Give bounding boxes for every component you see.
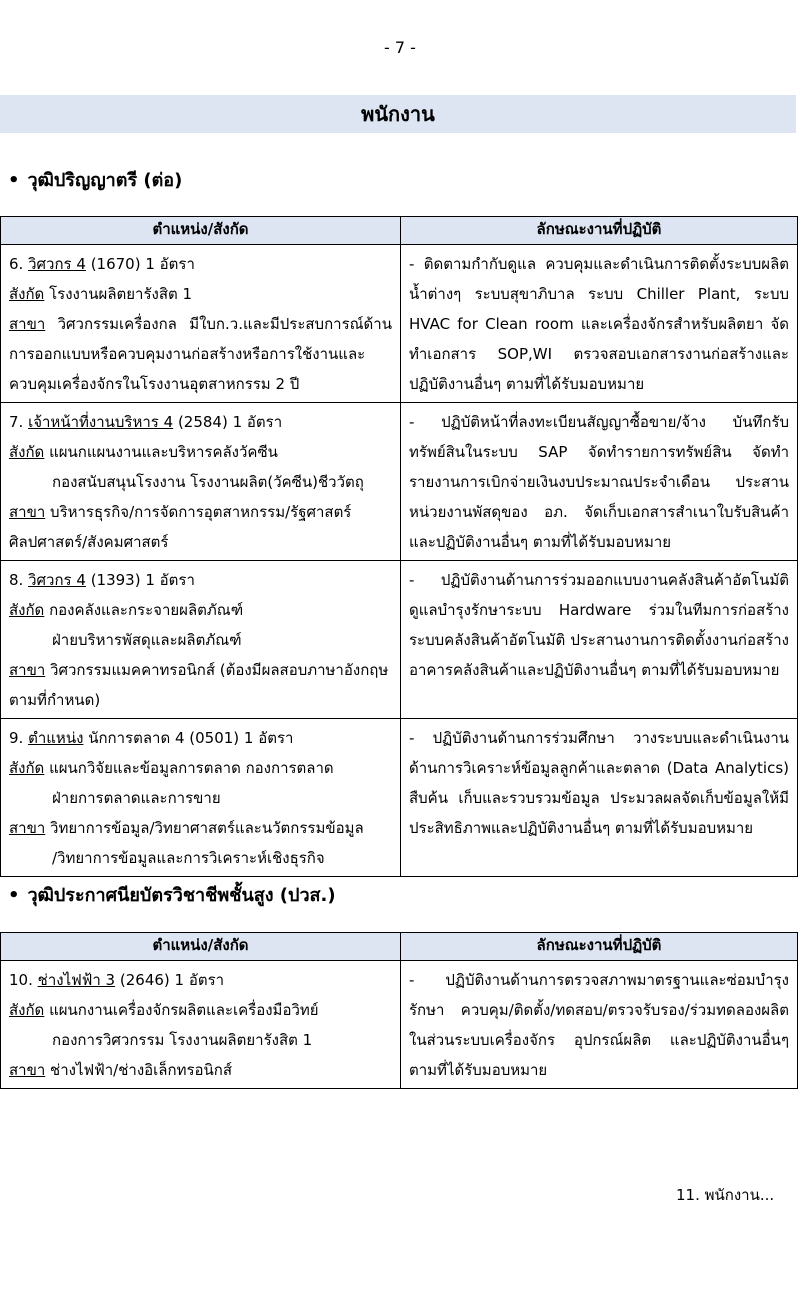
header-position: ตำแหน่ง/สังกัด	[1, 933, 401, 961]
field-line	[9, 1055, 392, 1085]
table-header-row	[1, 217, 798, 245]
position-cell	[1, 245, 401, 403]
table-row	[1, 961, 798, 1089]
field-text: ช่างไฟฟ้า/ช่างอิเล็กทรอนิกส์	[50, 1061, 233, 1079]
affiliation-text-2: ฝ่ายการตลาดและการขาย	[52, 789, 221, 807]
position-code: (2584) 1 อัตรา	[177, 413, 283, 431]
field-label: สาขา	[9, 315, 46, 333]
affiliation-text: แผนกแผนงานและบริหารคลังวัคซีน	[49, 443, 278, 461]
affiliation-text: แผนกงานเครื่องจักรผลิตและเครื่องมือวิทย์	[49, 1001, 319, 1019]
affiliation-text: โรงงานผลิตยารังสิต 1	[49, 285, 193, 303]
table-row	[1, 719, 798, 877]
field-label: สาขา	[9, 503, 46, 521]
page-number: - 7 -	[384, 38, 416, 57]
affiliation-text: แผนกวิจัยและข้อมูลการตลาด กองการตลาด	[49, 759, 334, 777]
header-position: ตำแหน่ง/สังกัด	[1, 217, 401, 245]
affiliation-line	[9, 595, 392, 625]
affiliation-label: สังกัด	[9, 1001, 45, 1019]
field-text: บริหารธุรกิจ/การจัดการอุตสาหกรรม/รัฐศาสตร์ ศิลปศาสตร์/สังคมศาสตร์	[9, 503, 352, 551]
bullet-icon: •	[8, 170, 20, 191]
duties-cell: - ปฏิบัติงานด้านการร่วมออกแบบงานคลังสินค้าอัตโนมัติ ดูแลบำรุงรักษาระบบ Hardware ร่วมในทีมการก่อสร้างระบบคลังสินค้าอัตโนมัติ ประสานงานการติดตั้งงานก่อสร้างอาคารคลังสินค้าและปฏิบัติงานอื่นๆ ตามที่ได้รับมอบหมาย	[401, 561, 798, 719]
row-number: 10.	[9, 971, 33, 989]
position-cell	[1, 719, 401, 877]
position-title: เจ้าหน้าที่งานบริหาร 4	[28, 413, 174, 431]
row-number: 6.	[9, 255, 24, 273]
field-label: สาขา	[9, 661, 46, 679]
table-header-row	[1, 933, 798, 961]
section-title-diploma	[8, 880, 336, 909]
position-title: วิศวกร 4	[28, 255, 86, 273]
field-line	[9, 813, 392, 843]
field-label: สาขา	[9, 819, 46, 837]
position-code: (1393) 1 อัตรา	[90, 571, 195, 589]
affiliation-text-2: กองสนับสนุนโรงงาน โรงงานผลิต(วัคซีน)ชีววัตถุ	[52, 473, 364, 491]
field-line	[9, 497, 392, 557]
banner-title: พนักงาน	[0, 95, 796, 133]
position-line	[9, 723, 392, 753]
position-line	[9, 965, 392, 995]
position-code: (2646) 1 อัตรา	[119, 971, 225, 989]
duties-cell: - ปฏิบัติงานด้านการตรวจสภาพมาตรฐานและซ่อมบำรุงรักษา ควบคุม/ติดตั้ง/ทดสอบ/ตรวจรับรอง/ร่วมทดลองผลิตในส่วนระบบเครื่องจักร อุปกรณ์ผลิต และปฏิบัติงานอื่นๆ ตามที่ได้รับมอบหมาย	[401, 961, 798, 1089]
jobs-table-diploma	[0, 932, 798, 1089]
field-text: วิทยาการข้อมูล/วิทยาศาสตร์และนวัตกรรมข้อมูล	[50, 819, 364, 837]
row-number: 9.	[9, 729, 24, 747]
position-line	[9, 249, 392, 279]
table-row	[1, 561, 798, 719]
field-text: วิศวกรรมเครื่องกล มีใบก.ว.และมีประสบการณ์ด้านการออกแบบหรือควบคุมงานก่อสร้างหรือการใช้งานและควบคุมเครื่องจักรในโรงงานอุตสาหกรรม 2 ปี	[9, 315, 392, 393]
affiliation-label: สังกัด	[9, 443, 45, 461]
position-line	[9, 565, 392, 595]
position-cell	[1, 561, 401, 719]
bullet-icon: •	[8, 885, 20, 906]
position-title: ช่างไฟฟ้า 3	[37, 971, 116, 989]
field-line	[9, 655, 392, 715]
duties-cell: - ปฏิบัติหน้าที่ลงทะเบียนสัญญาซื้อขาย/จ้าง บันทึกรับทรัพย์สินในระบบ SAP จัดทำรายการทรัพย์สิน จัดทำรายงานการเบิกจ่ายเงินงบประมาณประจำเดือน ประสานหน่วยงานพัสดุของ อภ. จัดเก็บเอกสารสำเนาใบรับสินค้าและปฏิบัติงานอื่นๆ ตามที่ได้รับมอบหมาย	[401, 403, 798, 561]
affiliation-line	[9, 753, 392, 783]
field-text-2: /วิทยาการข้อมูลและการวิเคราะห์เชิงธุรกิจ	[52, 849, 325, 867]
position-title: ตำแหน่ง	[28, 729, 84, 747]
affiliation-text-2: กองการวิศวกรรม โรงงานผลิตยารังสิต 1	[52, 1031, 313, 1049]
affiliation-label: สังกัด	[9, 285, 45, 303]
duties-cell: - ติดตามกำกับดูแล ควบคุมและดำเนินการติดตั้งระบบผลิตน้ำต่างๆ ระบบสุขาภิบาล ระบบ Chiller Plant, ระบบ HVAC for Clean room และเครื่องจักรสำหรับผลิตยา จัดทำเอกสาร SOP,WI ตรวจสอบเอกสารงานก่อสร้างและปฏิบัติงานอื่นๆ ตามที่ได้รับมอบหมาย	[401, 245, 798, 403]
row-number: 8.	[9, 571, 24, 589]
section-title-text: วุฒิประกาศนียบัตรวิชาชีพชั้นสูง (ปวส.)	[27, 885, 336, 906]
affiliation-label: สังกัด	[9, 601, 45, 619]
row-number: 7.	[9, 413, 24, 431]
table-row	[1, 245, 798, 403]
continued-next-page: 11. พนักงาน...	[676, 1186, 775, 1204]
affiliation-line	[9, 437, 392, 467]
field-label: สาขา	[9, 1061, 46, 1079]
position-cell	[1, 961, 401, 1089]
affiliation-text-2: ฝ่ายบริหารพัสดุและผลิตภัณฑ์	[52, 631, 242, 649]
position-title: วิศวกร 4	[28, 571, 86, 589]
affiliation-label: สังกัด	[9, 759, 45, 777]
affiliation-line	[9, 279, 392, 309]
section-title-bachelor	[8, 165, 182, 194]
position-cell	[1, 403, 401, 561]
table-row	[1, 403, 798, 561]
duties-cell: - ปฏิบัติงานด้านการร่วมศึกษา วางระบบและดำเนินงานด้านการวิเคราะห์ข้อมูลลูกค้าและตลาด (Data Analytics) สืบค้น เก็บและรวบรวมข้อมูล ประมวลผลจัดเก็บข้อมูลให้มีประสิทธิภาพและปฏิบัติงานอื่นๆ ตามที่ได้รับมอบหมาย	[401, 719, 798, 877]
position-code: นักการตลาด 4 (0501) 1 อัตรา	[88, 729, 294, 747]
position-code: (1670) 1 อัตรา	[90, 255, 195, 273]
section-title-text: วุฒิปริญญาตรี (ต่อ)	[27, 170, 183, 191]
field-text: วิศวกรรมแมคคาทรอนิกส์ (ต้องมีผลสอบภาษาอังกฤษตามที่กำหนด)	[9, 661, 389, 709]
affiliation-line	[9, 995, 392, 1025]
affiliation-text: กองคลังและกระจายผลิตภัณฑ์	[49, 601, 244, 619]
header-duties: ลักษณะงานที่ปฏิบัติ	[401, 217, 798, 245]
position-line	[9, 407, 392, 437]
header-duties: ลักษณะงานที่ปฏิบัติ	[401, 933, 798, 961]
field-line	[9, 309, 392, 399]
jobs-table-bachelor	[0, 216, 798, 877]
